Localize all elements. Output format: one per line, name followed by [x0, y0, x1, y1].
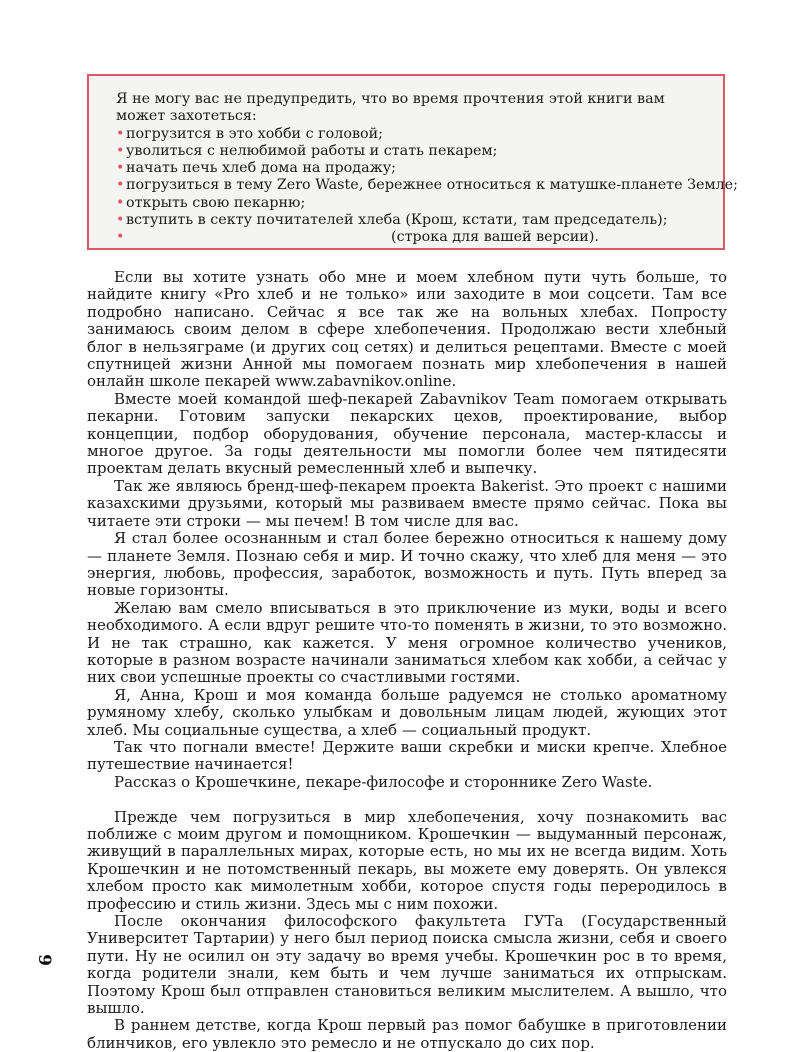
paragraph: Я стал более осознанным и стал более бережно относиться к нашему дому — планете Земля. Познаю себя и мир. И точно скажу, что хлеб для меня — это энергия, любовь, профессия, заработок, возможность и путь. Путь вперед за новые горизонты.: [87, 529, 727, 600]
bullet-icon: •: [116, 160, 125, 177]
bullet-icon: •: [116, 177, 125, 194]
paragraph: Я, Анна, Крош и моя команда больше радуемся не столько ароматному румяному хлебу, сколько улыбкам и довольным лицам людей, жующих этот хлеб. Мы социальные существа, а хлеб — социальный продукт.: [87, 685, 727, 739]
paragraph: Желаю вам смело вписываться в это приключение из муки, воды и всего необходимого. А если вдруг решите что-то поменять в жизни, то это возможно. И не так страшно, как кажется. У меня огромное количество учеников, которые в разном возрасте начинали заниматься хлебом как хобби, а сейчас у них свои успешные проекты со счастливыми гостями.: [87, 598, 727, 687]
callout-list: [116, 125, 738, 247]
bullet-icon: •: [116, 194, 125, 211]
callout-list-item: • погрузится в это хобби с головой;: [116, 125, 383, 142]
callout-list-item: • погрузиться в тему Zero Waste, бережнее относиться к матушке-планете Земле;: [116, 177, 738, 194]
paragraph: Вместе моей командой шеф-пекарей Zabavnikov Team помогаем открывать пекарни. Готовим запуски пекарских цехов, проектирование, выбор концепции, подбор оборудования, обучение персонала, мастер-классы и многое другое. За годы деятельности мы помогли более чем пятидесяти проектам делать вкусный ремесленный хлеб и выпечку.: [87, 389, 727, 478]
paragraph: В раннем детстве, когда Крош первый раз помог бабушке в приготовлении блинчиков, его увлекло это ремесло и не отпускало до сих пор.: [87, 1016, 727, 1052]
callout-list-item: • уволиться с нелюбимой работы и стать пекарем;: [116, 142, 498, 159]
callout-list-item: • открыть свою пекарню;: [116, 194, 306, 211]
paragraph: Если вы хотите узнать обо мне и моем хлебном пути чуть больше, то найдите книгу «Pro хлеб и не только» или заходите в мои соцсети. Там все подробно написано. Сейчас я все так же на вольных хлебах. Попросту занимаюсь своим делом в сфере хлебопечения. Продолжаю вести хлебный блог в нельзяграме (и других соц сетях) и делиться рецептами. Вместе с моей спутницей жизни Анной мы помогаем познать мир хлебопечения в нашей онлайн школе пекарей www.zabavnikov.online.: [87, 268, 727, 391]
bullet-icon: •: [116, 212, 125, 229]
bullet-icon: •: [116, 229, 125, 246]
paragraph: Рассказ о Крошечкине, пекаре-философе и стороннике Zero Waste.: [114, 772, 653, 791]
body-text: [87, 269, 727, 1052]
paragraph: После окончания философского факультета ГУТа (Государственный Университет Тартарии) у него был период поиска смысла жизни, себя и своего пути. Ну не осилил он эту задачу во время учебы. Крошечкин рос в то время, когда родители знали, кем быть и чем лучше заниматься их отпрыскам. Поэтому Крош был отправлен становиться великим мыслителем. А вышло, что вышло.: [87, 912, 727, 1018]
callout-list-item: • начать печь хлеб дома на продажу;: [116, 160, 396, 177]
paragraph: Так же являюсь бренд-шеф-пекарем проекта Bakerist. Это проект с нашими казахскими друзьями, который мы развиваем вместе прямо сейчас. Пока вы читаете эти строки — мы печем! В том числе для вас.: [87, 476, 727, 530]
callout-intro: Я не могу вас не предупредить, что во время прочтения этой книги вам может захотеться:: [116, 91, 665, 125]
bullet-icon: •: [116, 125, 125, 142]
page-number: 9: [34, 954, 54, 966]
bullet-icon: •: [116, 142, 125, 159]
callout-list-item: • вступить в секту почитателей хлеба (Крош, кстати, там председатель);: [116, 212, 668, 229]
callout-list-item-blank: [116, 229, 703, 246]
warning-callout-box: [87, 74, 738, 250]
paragraph: Так что погнали вместе! Держите ваши скребки и миски крепче. Хлебное путешествие начинается!: [87, 737, 727, 774]
paragraph: Прежде чем погрузиться в мир хлебопечения, хочу познакомить вас поближе с моим другом и помощником. Крошечкин — выдуманный персонаж, живущий в параллельных мирах, которые есть, но мы их не всегда видим. Хоть Крошечкин и не потомственный пекарь, вы можете ему доверять. Он увлекся хлебом просто как мимолетным хобби, которое спустя годы переродилось в профессию и стиль жизни. Здесь мы с ним похожи.: [87, 807, 727, 913]
blank-line-suffix: (строка для вашей версии).: [391, 229, 599, 246]
